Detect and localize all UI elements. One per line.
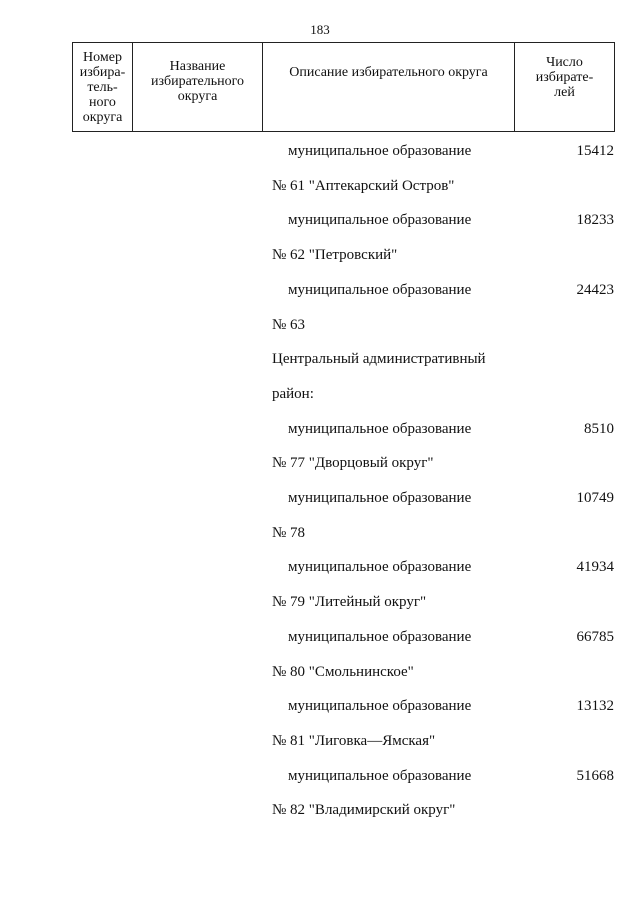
description-line: муниципальное образование xyxy=(288,143,472,159)
description-line: Центральный административный xyxy=(272,351,486,367)
description-line: № 79 "Литейный округ" xyxy=(272,594,427,610)
header-voters-line: Число xyxy=(546,55,583,70)
header-name-line: Название xyxy=(169,59,226,74)
header-voters-line: лей xyxy=(554,85,575,100)
description-line: муниципальное образование xyxy=(288,559,472,575)
voter-count: 51668 xyxy=(576,768,614,784)
table-header xyxy=(72,42,615,132)
header-district-name xyxy=(133,43,263,132)
description-line: муниципальное образование xyxy=(288,629,472,645)
description-line: № 63 xyxy=(272,317,306,333)
description-line: район: xyxy=(272,386,314,402)
header-number-line: ного xyxy=(89,94,116,110)
description-line: № 61 "Аптекарский Остров" xyxy=(272,178,455,194)
description-line: муниципальное образование xyxy=(288,698,472,714)
voter-count: 41934 xyxy=(576,559,614,575)
description-line: № 82 "Владимирский округ" xyxy=(272,802,456,818)
description-line: № 81 "Лиговка—Ямская" xyxy=(272,733,436,749)
header-number-line: Номер xyxy=(83,49,122,65)
voter-count: 18233 xyxy=(576,212,614,228)
voter-count: 10749 xyxy=(576,490,614,506)
description-line: № 62 "Петровский" xyxy=(272,247,398,263)
description-line: муниципальное образование xyxy=(288,212,472,228)
header-district-description: Описание избирательного округа xyxy=(263,43,515,132)
description-line: муниципальное образование xyxy=(288,421,472,437)
header-number-line: избира- xyxy=(79,64,126,80)
voter-count: 24423 xyxy=(576,282,614,298)
page-number: 183 xyxy=(310,22,330,37)
description-line: муниципальное образование xyxy=(288,282,472,298)
header-district-number xyxy=(73,43,133,132)
voter-count: 15412 xyxy=(576,143,614,159)
header-number-line: тель- xyxy=(87,79,118,95)
description-line: муниципальное образование xyxy=(288,768,472,784)
description-line: № 77 "Дворцовый округ" xyxy=(272,455,434,471)
header-name-line: избирательного xyxy=(150,74,245,89)
header-voter-count xyxy=(515,43,615,132)
voter-count: 8510 xyxy=(584,421,614,437)
header-voters-line: избирате- xyxy=(535,70,594,85)
voter-count: 13132 xyxy=(576,698,614,714)
description-line: № 78 xyxy=(272,525,306,541)
header-name-line: округа xyxy=(177,89,218,104)
description-line: муниципальное образование xyxy=(288,490,472,506)
description-line: № 80 "Смольнинское" xyxy=(272,664,414,680)
header-number-line: округа xyxy=(82,109,123,125)
voter-count: 66785 xyxy=(576,629,614,645)
